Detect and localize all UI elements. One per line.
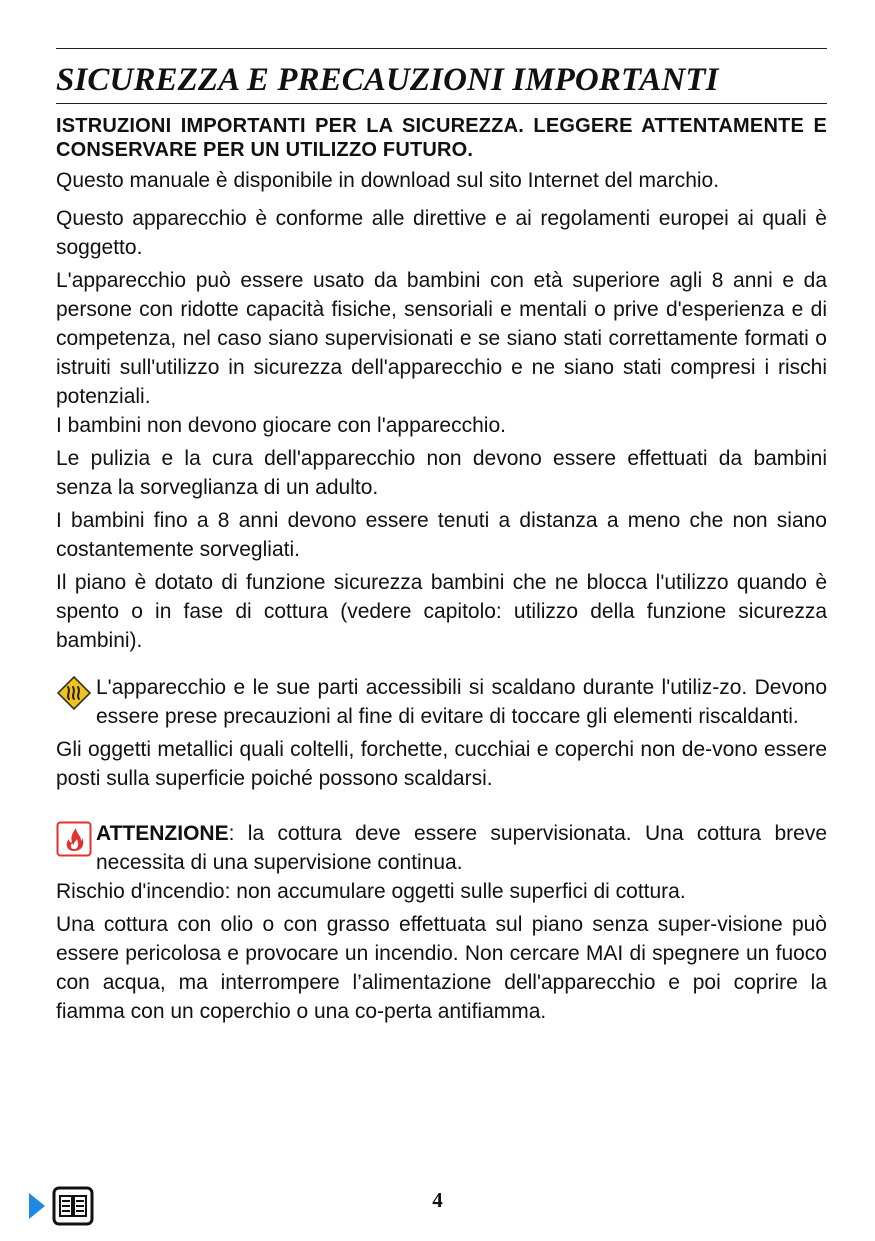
paragraph-oil-cooking: Una cottura con olio o con grasso effettuata sul piano senza super-visione può essere pericolosa e provocare un incendio. Non cercare MAI di spegnere un fuoco con acqua, ma interrompere l’alimentazione dell'apparecchio e poi coprire la fiamma con un coperchio o una co-perta antifiamma. bbox=[56, 913, 827, 1023]
attention-label: ATTENZIONE bbox=[96, 822, 229, 845]
paragraph-fire-risk: Rischio d'incendio: non accumulare oggetti sulle superfici di cottura. bbox=[56, 880, 686, 903]
paragraph-metal-objects: Gli oggetti metallici quali coltelli, forchette, cucchiai e coperchi non de-vono essere posti sulla superficie poiché possono scaldarsi. bbox=[56, 738, 827, 790]
paragraph-distance: I bambini fino a 8 anni devono essere tenuti a distanza a meno che non siano costantemente sorvegliati. bbox=[56, 509, 827, 561]
attention-text: : la cottura deve essere supervisionata. Una cottura breve necessita di una supervisione continua. bbox=[96, 822, 827, 874]
intro-important-instructions: ISTRUZIONI IMPORTANTI PER LA SICUREZZA. LEGGERE ATTENTAMENTE E CONSERVARE PER UN UTILIZZO FUTURO. bbox=[56, 115, 827, 161]
paragraph-conformity: Questo apparecchio è conforme alle direttive e ai regolamenti europei ai quali è soggetto. bbox=[56, 207, 827, 259]
paragraph-cleaning: Le pulizia e la cura dell'apparecchio non devono essere effettuati da bambini senza la sorveglianza di un adulto. bbox=[56, 447, 827, 499]
fire-warning bbox=[56, 819, 827, 877]
paragraph-no-play: I bambini non devono giocare con l'apparecchio. bbox=[56, 414, 506, 437]
header-top-rule bbox=[56, 48, 827, 49]
paragraph-download: Questo manuale è disponibile in download sul sito Internet del marchio. bbox=[56, 169, 720, 192]
fire-warning-icon bbox=[56, 821, 92, 857]
hot-surface-warning bbox=[56, 673, 827, 731]
page-number: 4 bbox=[432, 1188, 443, 1212]
header-bottom-rule bbox=[56, 103, 827, 104]
paragraph-child-lock: Il piano è dotato di funzione sicurezza bambini che ne blocca l'utilizzo quando è spento o in fase di cottura (vedere capitolo: utilizzo della funzione sicurezza bambini). bbox=[56, 571, 827, 652]
page-title: SICUREZZA E PRECAUZIONI IMPORTANTI bbox=[56, 62, 719, 98]
document-body bbox=[56, 114, 827, 1026]
hot-surface-warning-icon bbox=[56, 675, 92, 711]
paragraph-hot-parts: L'apparecchio e le sue parti accessibili si scaldano durante l'utiliz-zo. Devono essere prese precauzioni al fine di evitare di toccare gli elementi riscaldanti. bbox=[96, 676, 827, 728]
paragraph-children-age: L'apparecchio può essere usato da bambini con età superiore agli 8 anni e da persone con ridotte capacità fisiche, sensoriali e mentali o prive d'esperienza e di competenza, nel caso siano supervisionati e se siano stati correttamente formati o istruiti sull'utilizzo in sicurezza dell'apparecchio e ne siano stati compresi i rischi potenziali. bbox=[56, 269, 827, 408]
